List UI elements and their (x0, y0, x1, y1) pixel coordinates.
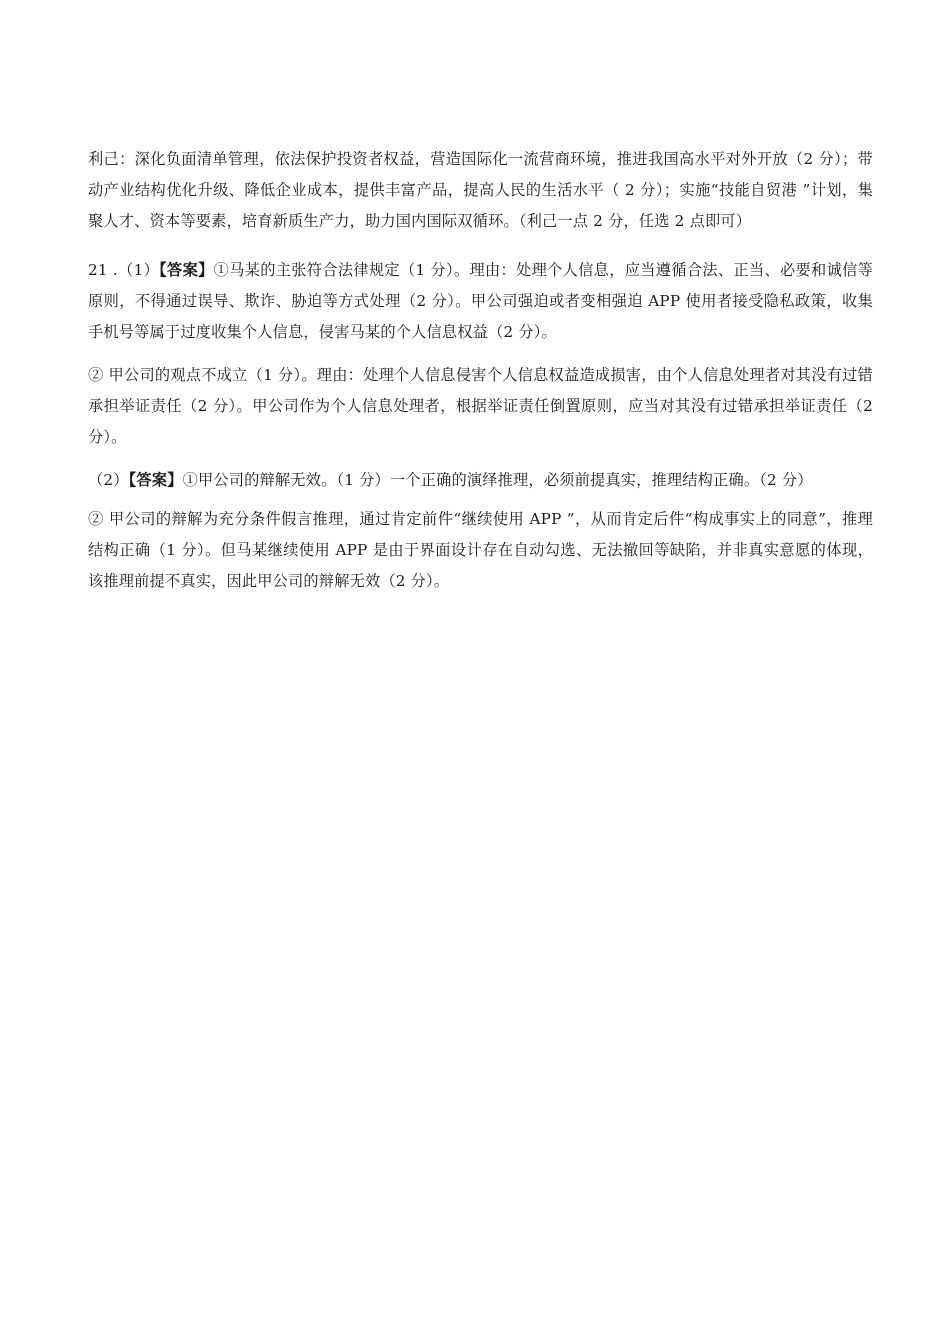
paragraph-text: 利己：深化负面清单管理，依法保护投资者权益，营造国际化一流营商环境，推进我国高水平对外开放（2 分）；带动产业结构优化升级、降低企业成本，提供丰富产品，提高人民的生活水平（ 2 分）；实施“技能自贸港 ”计划，集聚人才、资本等要素，培育新质生产力，助力国内国际双循环。（利己一点 2 分，任选 2 点即可） (88, 150, 873, 230)
paragraph-q21-part2 (88, 465, 873, 496)
paragraph-text: ①甲公司的辩解无效。（1 分）一个正确的演绎推理，必须前提真实，推理结构正确。（2 分） (182, 471, 813, 489)
question-number: （2） (88, 471, 129, 489)
paragraph-text: ② 甲公司的辩解为充分条件假言推理，通过肯定前件“继续使用 APP ”，从而肯定后件“构成事实上的同意”，推理结构正确（1 分）。但马某继续使用 APP 是由于界面设计存在自动勾选、无法撤回等缺陷，并非真实意愿的体现，该推理前提不真实，因此甲公司的辩解无效（2 分）。 (88, 510, 873, 590)
paragraph-benefit-self (88, 144, 873, 237)
answer-label: 【答案】 (128, 471, 183, 489)
question-number: 21 .（1） (88, 261, 160, 279)
paragraph-text: ② 甲公司的观点不成立（1 分）。理由：处理个人信息侵害个人信息权益造成损害，由个人信息处理者对其没有过错承担举证责任（2 分）。甲公司作为个人信息处理者，根据举证责任倒置原则，应当对其没有过错承担举证责任（2 分）。 (88, 366, 873, 446)
paragraph-q21-part1 (88, 255, 873, 348)
answer-content (88, 144, 873, 597)
paragraph-q21-part2-point2 (88, 504, 873, 597)
paragraph-q21-part1-point2 (88, 360, 873, 453)
paragraph-text: ①马某的主张符合法律规定（1 分）。理由：处理个人信息，应当遵循合法、正当、必要和诚信等原则，不得通过误导、欺诈、胁迫等方式处理（2 分）。甲公司强迫或者变相强迫 APP 使用者接受隐私政策，收集手机号等属于过度收集个人信息，侵害马某的个人信息权益（2 分）。 (88, 261, 874, 341)
answer-label: 【答案】 (159, 261, 214, 279)
